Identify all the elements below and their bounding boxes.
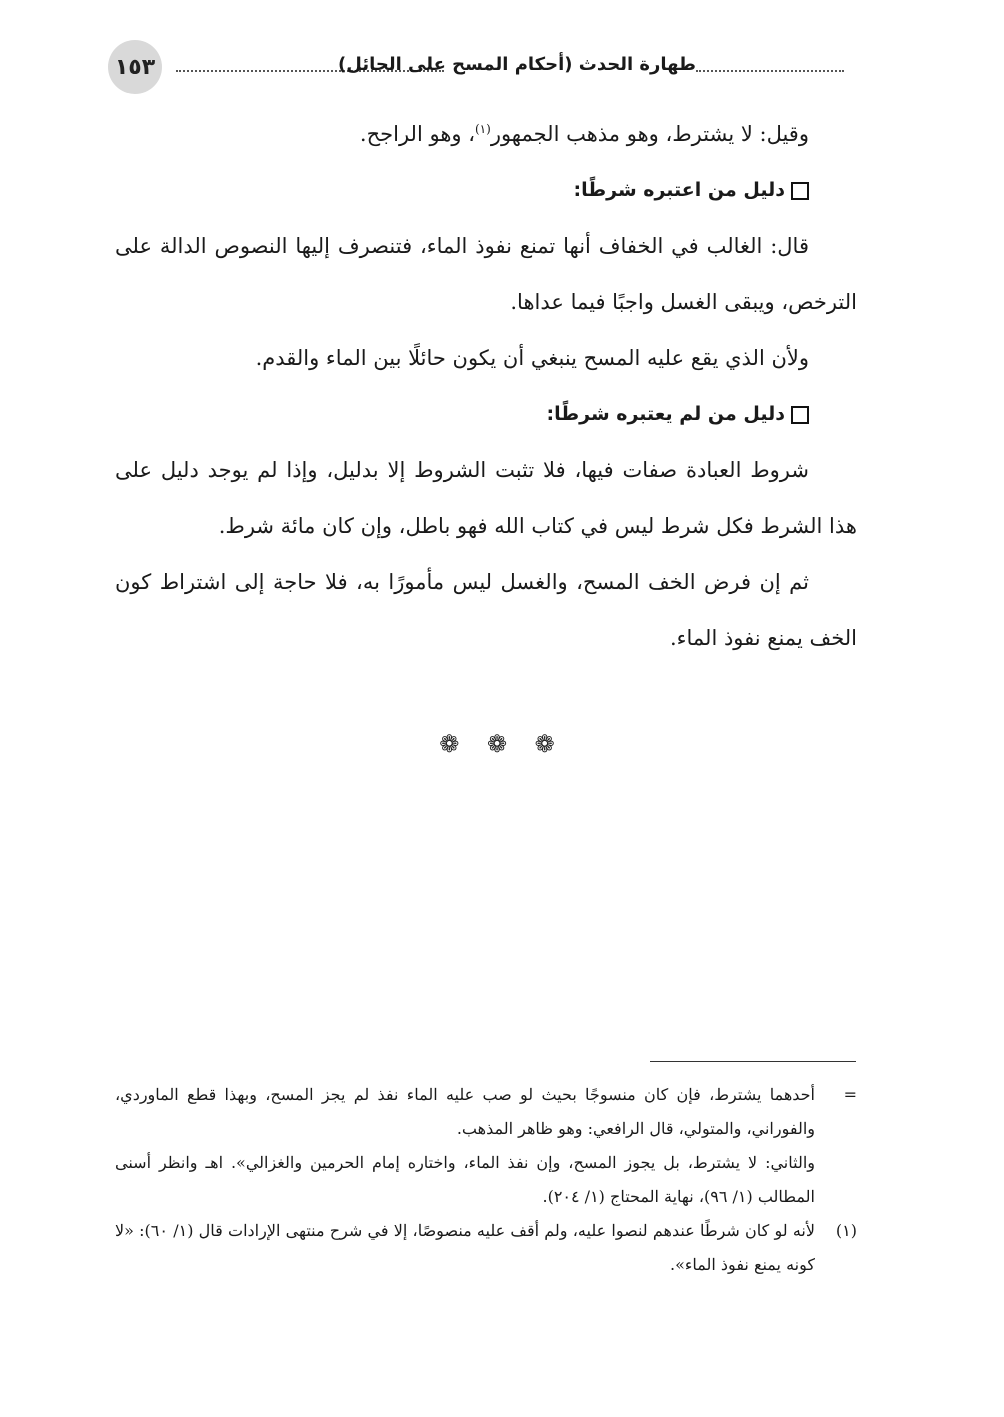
header-dotted-leader-right [696,70,844,72]
footnote-continuation-p1: أحدهما يشترط، فإن كان منسوجًا بحيث لو صب عليه الماء نفذ لم يجز المسح، وبهذا قطع الماوردي، والفوراني، والمتولي، قال الرافعي: وهو ظاهر المذهب. [115,1085,815,1138]
flower-separator-icon: ❁ ❁ ❁ [439,730,565,758]
section-heading-considered-text: دليل من اعتبره شرطًا: [573,179,785,201]
footnote-continuation [115,1078,857,1214]
paragraph-evidence-4: ثم إن فرض الخف المسح، والغسل ليس مأمورًا به، فلا حاجة إلى اشتراط كون الخف يمنع نفوذ الماء. [115,570,857,650]
footnote-continuation-p2: والثاني: لا يشترط، بل يجوز المسح، وإن نفذ الماء، واختاره إمام الحرمين والغزالي». اهـ وانظر أسنى المطالب (١/ ٩٦)، نهاية المحتاج (١/ ٢٠٤). [115,1153,815,1206]
footnote-1-text: لأنه لو كان شرطًا عندهم لنصوا عليه، ولم أقف عليه منصوصًا، إلا في شرح منتهى الإرادات قال (١/ ٦٠): «لا كونه يمنع نفوذ الماء». [115,1221,816,1274]
square-bullet-icon [791,182,809,200]
square-bullet-icon [791,406,809,424]
section-heading-not-considered-text: دليل من لم يعتبره شرطًا: [546,403,785,425]
footnote-divider [650,1061,856,1062]
footnote-1 [115,1214,857,1282]
footnote-continuation-marker: = [843,1085,857,1104]
footnote-1-marker: (١) [835,1221,857,1240]
footnote-continuation-body [115,1078,815,1214]
paragraph-opinion-text: وقيل: لا يشترط، وهو مذهب الجمهور [490,122,809,146]
paragraph-opinion-end: ، وهو الراجح. [359,122,475,146]
running-title: طهارة الحدث (أحكام المسح على الحائل) [338,54,696,75]
section-heading-not-considered [115,386,857,442]
paragraph-evidence-2: ولأن الذي يقع عليه المسح ينبغي أن يكون حائلًا بين الماء والقدم. [255,346,809,370]
paragraph-evidence-1: قال: الغالب في الخفاف أنها تمنع نفوذ الماء، فتنصرف إليها النصوص الدالة على الترخص، ويبقى الغسل واجبًا فيما عداها. [115,234,857,314]
paragraph-opinion [115,106,857,162]
page-header [108,40,848,98]
section-heading-considered [115,162,857,218]
footnotes [115,1078,857,1282]
footnote-ref-1: (١) [474,122,491,136]
page-number-badge: ١٥٣ [108,40,162,94]
main-text [115,106,857,666]
paragraph-evidence-3: شروط العبادة صفات فيها، فلا تثبت الشروط إلا بدليل، وإذا لم يوجد دليل على هذا الشرط فكل شرط ليس في كتاب الله فهو باطل، وإن كان مائة شرط. [115,458,857,538]
